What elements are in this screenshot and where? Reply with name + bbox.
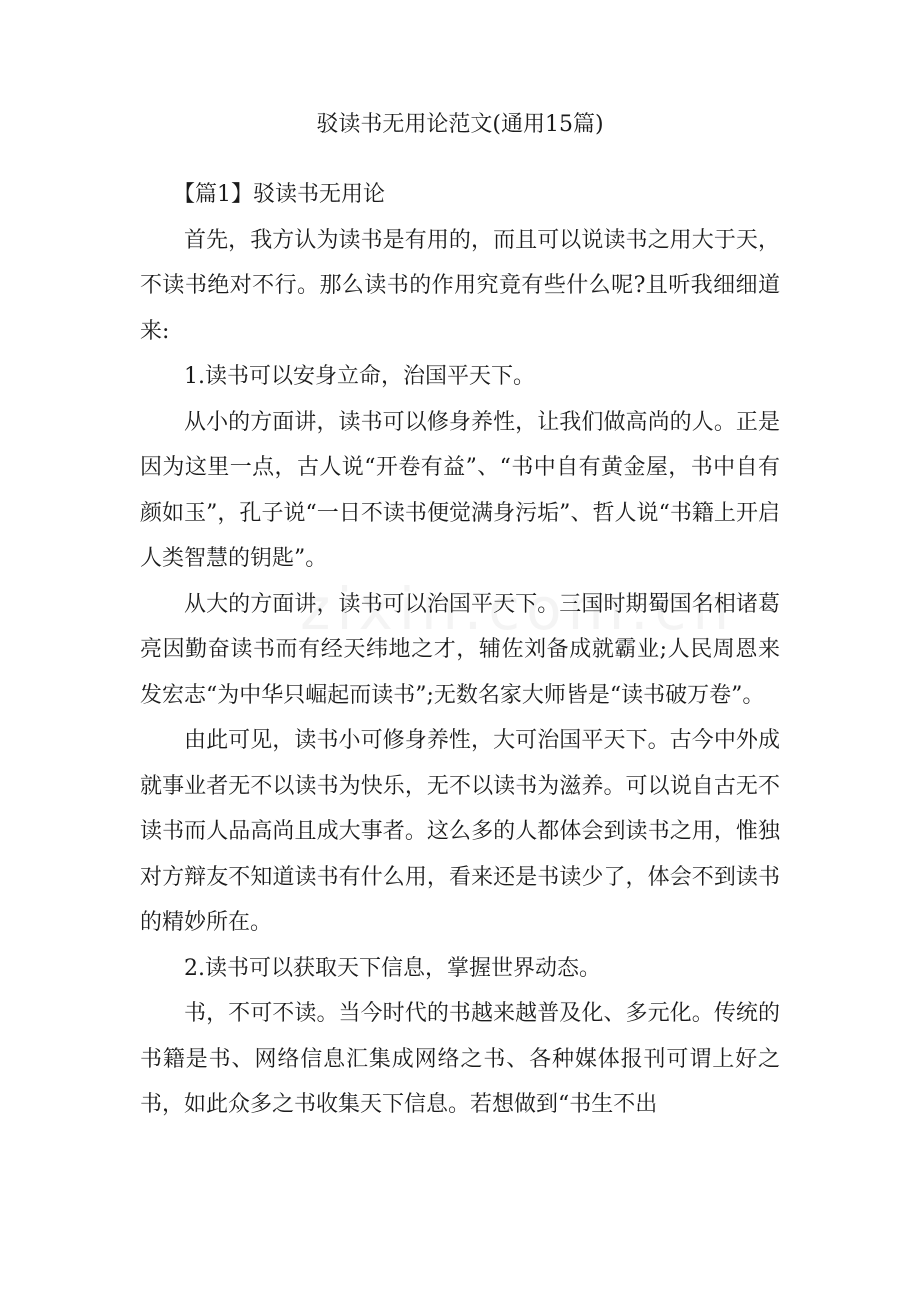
section-heading: 【篇1】驳读书无用论 <box>173 182 385 207</box>
document-body <box>140 172 780 1128</box>
paragraph: 书，不可不读。当今时代的书越来越普及化、多元化。传统的书籍是书、网络信息汇集成网络之书、各种媒体报刊可谓上好之书，如此众多之书收集天下信息。若想做到“书生不出 <box>140 1001 780 1117</box>
paragraph: 首先，我方认为读书是有用的，而且可以说读书之用大于天，不读书绝对不行。那么读书的作用究竟有些什么呢?且听我细细道来: <box>140 227 780 344</box>
document-title: 驳读书无用论范文(通用15篇) <box>316 112 604 137</box>
numbered-point: 1.读书可以安身立命，治国平天下。 <box>184 364 535 389</box>
numbered-point: 2.读书可以获取天下信息，掌握世界动态。 <box>184 955 601 981</box>
paragraph: 从小的方面讲，读书可以修身养性，让我们做高尚的人。正是因为这里一点，古人说“开卷有益”、“书中自有黄金屋，书中自有颜如玉”，孔子说“一日不读书便觉满身污垢”、哲人说“书籍上开启人类智慧的钥匙”。 <box>140 409 780 571</box>
paragraph: 由此可见，读书小可修身养性，大可治国平天下。古今中外成就事业者无不以读书为快乐，无不以读书为滋养。可以说自古无不读书而人品高尚且成大事者。这么多的人都体会到读书之用，惟独对方辩友不知道读书有什么用，看来还是书读少了，体会不到读书的精妙所在。 <box>140 728 780 935</box>
paragraph: 从大的方面讲，读书可以治国平天下。三国时期蜀国名相诸葛亮因勤奋读书而有经天纬地之才，辅佐刘备成就霸业;人民周恩来发宏志“为中华只崛起而读书”;无数名家大师皆是“读书破万卷”。 <box>140 591 780 708</box>
